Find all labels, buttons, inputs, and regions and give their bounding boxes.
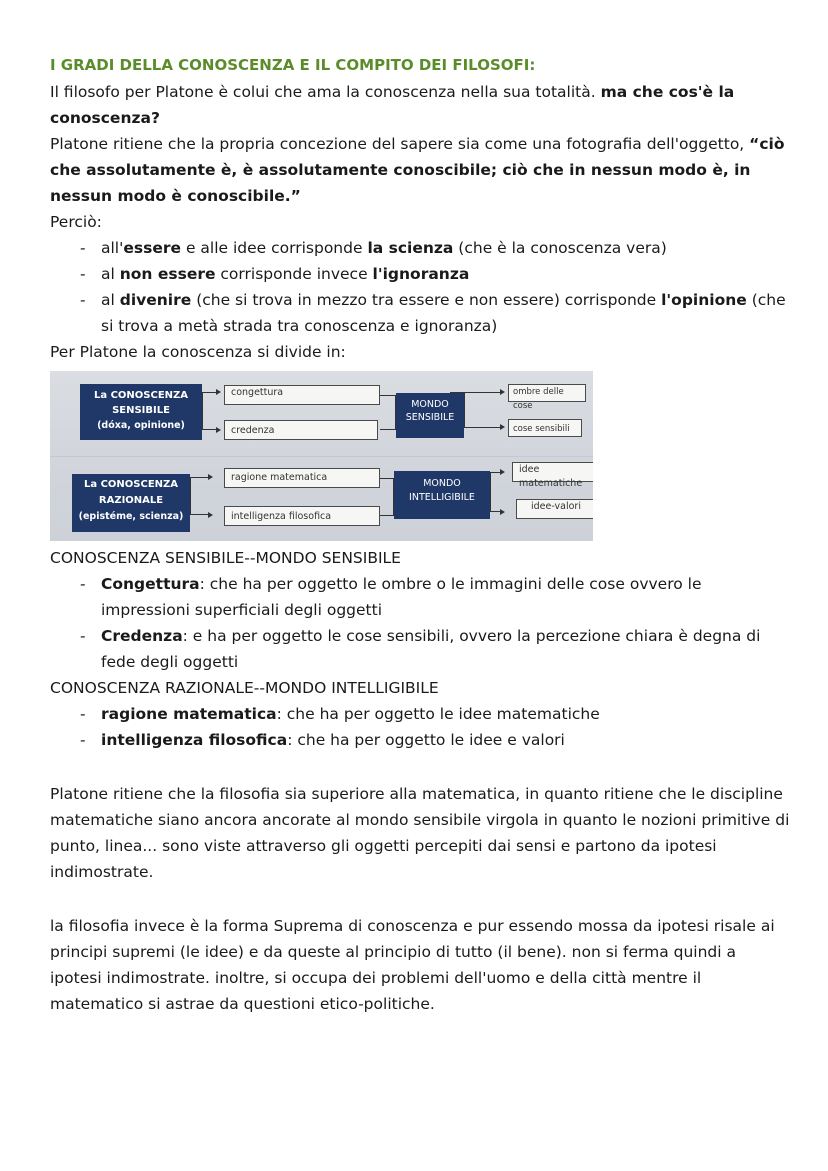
idee-valori-box: idee-valori [516, 499, 593, 519]
ragione-matematica-box: ragione matematica [224, 468, 380, 488]
arrow-icon [500, 509, 505, 515]
bracket-mondo-sensibile [380, 395, 396, 430]
section-heading-sensibile: CONOSCENZA SENSIBILE--MONDO SENSIBILE [50, 549, 401, 567]
arrow-icon [500, 389, 505, 395]
bracket-right-top [450, 392, 500, 393]
arrow-icon [208, 474, 213, 480]
cose-sensibili-box: cose sensibili [508, 419, 582, 437]
razionale-list [50, 701, 790, 753]
diagram-divider [50, 456, 593, 457]
bracket-right-intelligibile [490, 472, 500, 512]
arrow-icon [216, 427, 221, 433]
document-page [50, 52, 790, 1017]
arrow-icon [216, 389, 221, 395]
ombre-box: ombre delle cose [508, 384, 586, 402]
intro-paragraph-2 [50, 131, 790, 209]
sensibile-list [50, 571, 790, 675]
congettura-box: congettura [224, 385, 380, 405]
bracket-right-sensibile [464, 392, 494, 428]
intro-paragraph-1 [50, 79, 790, 131]
knowledge-diagram [50, 371, 593, 541]
arrow-icon [500, 424, 505, 430]
conoscenza-razionale-box: La CONOSCENZA RAZIONALE (epistéme, scienza) [72, 474, 190, 532]
intelligenza-filosofica-box: intelligenza filosofica [224, 506, 380, 526]
spacer [50, 885, 790, 913]
bracket-right-bottom [464, 427, 500, 428]
list-item: - all'essere e alle idee corrisponde la scienza (che è la conoscenza vera) [80, 235, 790, 261]
bracket-razionale [190, 477, 208, 515]
list-item: - ragione matematica: che ha per oggetto le idee matematiche [80, 701, 790, 727]
bracket-mondo-intelligibile [380, 478, 394, 516]
bracket-sensibile [202, 392, 216, 430]
divide-intro: Per Platone la conoscenza si divide in: [50, 343, 346, 361]
intro-text-2: Platone ritiene che la propria concezione del sapere sia come una fotografia dell'oggetto, [50, 135, 745, 153]
paragraph-filosofia-matematica: Platone ritiene che la filosofia sia superiore alla matematica, in quanto ritiene che le discipline matematiche siano ancora ancorate al mondo sensibile virgola in quanto le nozioni primitive di punto, linea... sono viste attraverso gli oggetti percepiti dai sensi e partono da ipotesi indimostrate. [50, 785, 790, 881]
intro-quote: “ciò che assolutamente è, è assolutamente conoscibile; ciò che in nessun modo è, in nessun modo è conoscibile.” [50, 135, 785, 205]
page-title: I GRADI DELLA CONOSCENZA E IL COMPITO DEI FILOSOFI: [50, 56, 536, 74]
section-heading-razionale: CONOSCENZA RAZIONALE--MONDO INTELLIGIBILE [50, 679, 439, 697]
mondo-intelligibile-box: MONDO INTELLIGIBILE [394, 471, 490, 519]
intro-text-1: Il filosofo per Platone è colui che ama la conoscenza nella sua totalità. [50, 83, 596, 101]
credenza-box: credenza [224, 420, 378, 440]
idee-matematiche-box: idee matematiche [512, 462, 593, 482]
mondo-sensibile-box: MONDO SENSIBILE [396, 393, 464, 438]
arrow-icon [500, 469, 505, 475]
conoscenza-sensibile-box: La CONOSCENZA SENSIBILE (dóxa, opinione) [80, 384, 202, 440]
intro-question: ma che cos'è la conoscenza? [50, 83, 735, 127]
list-item: - al non essere corrisponde invece l'ignoranza [80, 261, 790, 287]
spacer [50, 753, 790, 781]
list-item: - intelligenza filosofica: che ha per oggetto le idee e valori [80, 727, 790, 753]
correspondence-list [50, 235, 790, 339]
list-item: - Congettura: che ha per oggetto le ombre o le immagini delle cose ovvero le impressioni superficiali degli oggetti [80, 571, 790, 623]
paragraph-filosofia-suprema: la filosofia invece è la forma Suprema di conoscenza e pur essendo mossa da ipotesi risale ai principi supremi (le idee) e da queste al principio di tutto (il bene). non si ferma quindi a ipotesi indimostrate. inoltre, si occupa dei problemi dell'uomo e della città mentre il matematico si astrae da questioni etico-politiche. [50, 917, 775, 1013]
list-item: - al divenire (che si trova in mezzo tra essere e non essere) corrisponde l'opinione (che si trova a metà strada tra conoscenza e ignoranza) [80, 287, 790, 339]
arrow-icon [208, 512, 213, 518]
list-item: - Credenza: e ha per oggetto le cose sensibili, ovvero la percezione chiara è degna di fede degli oggetti [80, 623, 790, 675]
percio-label: Perciò: [50, 213, 102, 231]
